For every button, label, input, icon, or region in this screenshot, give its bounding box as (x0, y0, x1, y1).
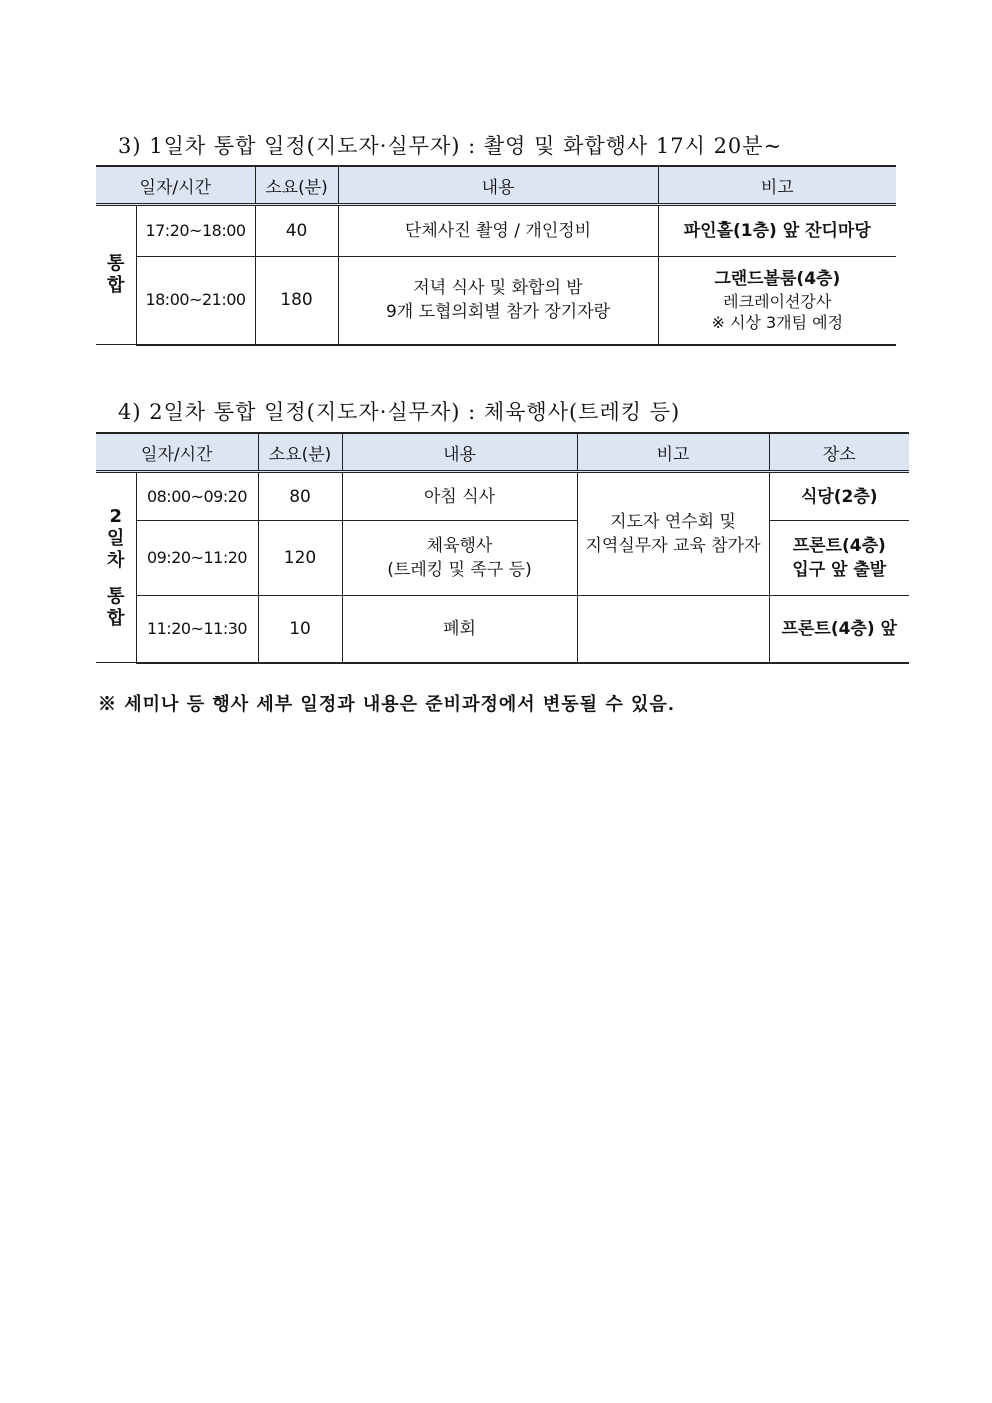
place-cell: 프론트(4층) 앞 (769, 596, 909, 663)
duration-cell: 80 (258, 472, 342, 521)
header-duration: 소요(분) (255, 166, 338, 205)
day2-schedule-table (96, 432, 909, 664)
header-place: 장소 (769, 433, 909, 472)
table-row (96, 596, 909, 663)
header-duration: 소요(분) (258, 433, 342, 472)
time-cell: 18:00~21:00 (136, 257, 255, 345)
duration-cell: 10 (258, 596, 342, 663)
header-content: 내용 (342, 433, 577, 472)
content-cell: 아침 식사 (342, 472, 577, 521)
place-cell: 프론트(4층) 입구 앞 출발 (769, 521, 909, 596)
table-header-row (96, 166, 896, 205)
header-remark: 비고 (658, 166, 896, 205)
group-label: 통 합 (96, 205, 136, 345)
duration-cell: 120 (258, 521, 342, 596)
remark-cell: 그랜드볼룸(4층) 레크레이션강사 ※ 시상 3개팀 예정 (658, 257, 896, 345)
footnote: ※ 세미나 등 행사 세부 일정과 내용은 준비과정에서 변동될 수 있음. (98, 694, 676, 715)
place-cell: 식당(2층) (769, 472, 909, 521)
table-header-row (96, 433, 909, 472)
duration-cell: 40 (255, 205, 338, 257)
table-row (96, 521, 909, 596)
time-cell: 08:00~09:20 (136, 472, 258, 521)
time-cell: 11:20~11:30 (136, 596, 258, 663)
day1-schedule-table (96, 165, 896, 346)
section3-heading: 3) 1일차 통합 일정(지도자·실무자) : 촬영 및 화합행사 17시 20분~ (118, 134, 783, 158)
content-cell: 단체사진 촬영 / 개인정비 (338, 205, 658, 257)
remark-cell: 파인홀(1층) 앞 잔디마당 (658, 205, 896, 257)
table-row (96, 205, 896, 257)
time-cell: 17:20~18:00 (136, 205, 255, 257)
section4-heading: 4) 2일차 통합 일정(지도자·실무자) : 체육행사(트레킹 등) (118, 400, 681, 424)
table-row (96, 472, 909, 521)
content-cell: 폐회 (342, 596, 577, 663)
content-cell: 체육행사 (트레킹 및 족구 등) (342, 521, 577, 596)
content-cell: 저녁 식사 및 화합의 밤 9개 도협의회별 참가 장기자랑 (338, 257, 658, 345)
duration-cell: 180 (255, 257, 338, 345)
header-date-time: 일자/시간 (96, 433, 258, 472)
header-content: 내용 (338, 166, 658, 205)
group-label: 2 일 차 통 합 (96, 472, 136, 663)
remark-cell: 지도자 연수회 및 지역실무자 교육 참가자 (577, 472, 769, 596)
header-remark: 비고 (577, 433, 769, 472)
time-cell: 09:20~11:20 (136, 521, 258, 596)
table-row (96, 257, 896, 345)
header-date-time: 일자/시간 (96, 166, 255, 205)
remark-cell (577, 596, 769, 663)
